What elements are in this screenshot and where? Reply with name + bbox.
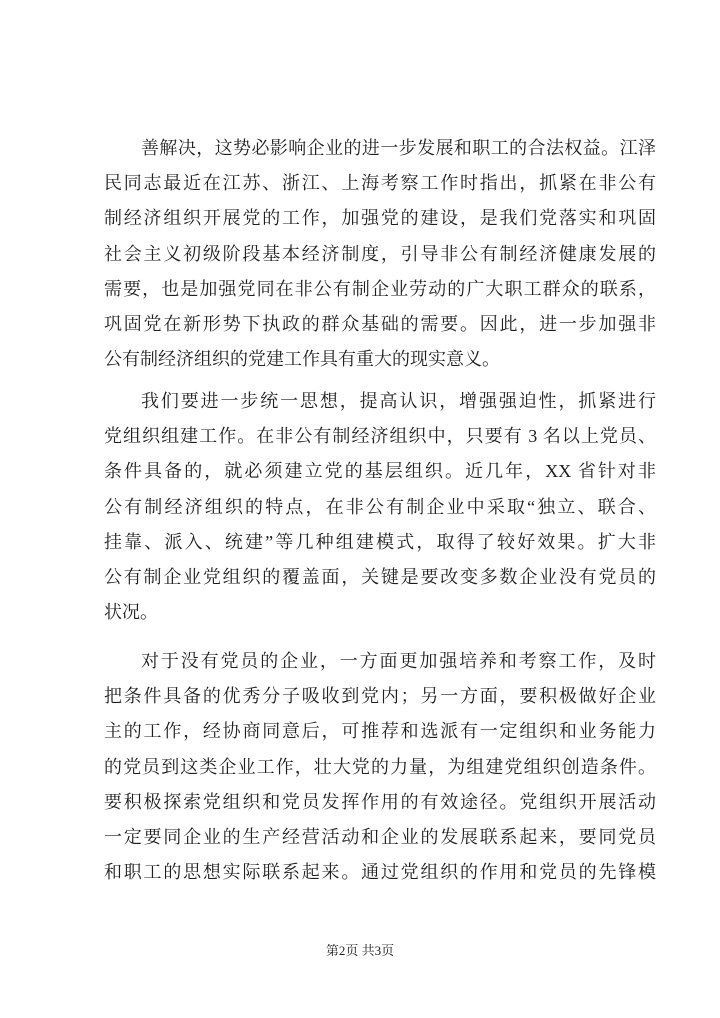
text-line: 善解决，这势必影响企业的进一步发展和职工的合法权益。江泽: [141, 138, 656, 158]
page-footer: 第2页 共3页: [325, 943, 395, 958]
text-line: 需要，也是加强党同在非公有制企业劳动的广大职工群众的联系，: [104, 278, 656, 299]
text-line: 公有制企业党组织的覆盖面，关键是要改变多数企业没有党员的: [104, 567, 656, 587]
text-line: 我们要进一步统一思想，提高认识，增强强迫性，抓紧进行: [141, 391, 656, 411]
text-line: 和职工的思想实际联系起来。通过党组织的作用和党员的先锋模: [104, 862, 656, 883]
text-line: 挂靠、派入、统建”等几种组建模式，取得了较好效果。扩大非: [104, 531, 656, 552]
text-line: 制经济组织开展党的工作，加强党的建设，是我们党落实和巩固: [104, 208, 656, 229]
text-line: 社会主义初级阶段基本经济制度，引导非公有制经济健康发展的: [104, 243, 656, 264]
text-line: 巩固党在新形势下执政的群众基础的需要。因此，进一步加强非: [104, 314, 656, 334]
text-line: 条件具备的，就必须建立党的基层组织。近几年，XX 省针对非: [104, 461, 656, 482]
text-line: 的党员到这类企业工作，壮大党的力量，为组建党组织创造条件。: [104, 756, 656, 777]
text-line: 党组织组建工作。在非公有制经济组织中，只要有 3 名以上党员、: [104, 426, 656, 447]
text-line: 公有制经济组织的特点，在非公有制企业中采取“独立、联合、: [104, 496, 656, 517]
text-line: 把条件具备的优秀分子吸收到党内；另一方面，要积极做好企业: [104, 686, 656, 707]
text-line: 公有制经济组织的党建工作具有重大的现实意义。: [104, 349, 500, 370]
text-line: 一定要同企业的生产经营活动和企业的发展联系起来，要同党员: [104, 827, 656, 847]
text-line: 对于没有党员的企业，一方面更加强培养和考察工作，及时: [141, 651, 656, 671]
text-line: 主的工作，经协商同意后，可推荐和选派有一定组织和业务能力: [104, 721, 656, 742]
text-line: 状况。: [104, 602, 158, 623]
text-line: 要积极探索党组织和党员发挥作用的有效途径。党组织开展活动: [104, 791, 656, 812]
text-line: 民同志最近在江苏、浙江、上海考察工作时指出，抓紧在非公有: [104, 173, 656, 194]
